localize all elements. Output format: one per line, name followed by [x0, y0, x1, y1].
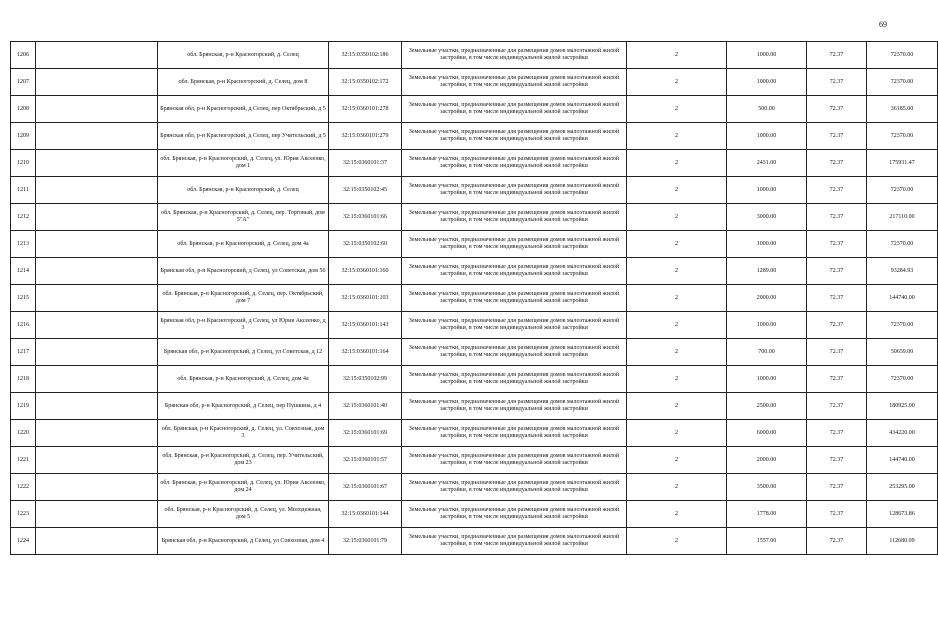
empty-cell — [36, 96, 158, 123]
address-cell: обл. Брянская, р-н Красногорский, д. Селец, дом 4а — [158, 231, 329, 258]
group-number-cell: 2 — [627, 285, 727, 312]
specific-value-cell: 72.37 — [807, 312, 867, 339]
specific-value-cell: 72.37 — [807, 123, 867, 150]
table-row — [11, 393, 938, 420]
area-cell: 1000.00 — [727, 177, 807, 204]
address-cell: Брянская обл, р-н Красногорский, д Селец, ул Юрия Аксеенко, д 3 — [158, 312, 329, 339]
address-cell: Брянская обл, р-н Красногорский, д Селец, пер Октябрьский, д 5 — [158, 96, 329, 123]
specific-value-cell: 72.37 — [807, 447, 867, 474]
land-use-cell: Земельные участки, предназначенные для размещения домов малоэтажной жилой застройки, в том числе индивидуальной жилой застройки — [402, 312, 627, 339]
address-cell: Брянская обл, р-н Красногорский, д Селец, ул Советская, дом 56 — [158, 258, 329, 285]
empty-cell — [36, 528, 158, 555]
specific-value-cell: 72.37 — [807, 258, 867, 285]
land-use-cell: Земельные участки, предназначенные для размещения домов малоэтажной жилой застройки, в том числе индивидуальной жилой застройки — [402, 285, 627, 312]
cadastral-value-cell: 175931.47 — [867, 150, 938, 177]
row-number: 1214 — [11, 258, 36, 285]
land-use-cell: Земельные участки, предназначенные для размещения домов малоэтажной жилой застройки, в том числе индивидуальной жилой застройки — [402, 204, 627, 231]
cadastral-number-cell: 32:15:0350102:99 — [329, 366, 402, 393]
empty-cell — [36, 366, 158, 393]
group-number-cell: 2 — [627, 339, 727, 366]
empty-cell — [36, 312, 158, 339]
area-cell: 2431.00 — [727, 150, 807, 177]
address-cell: Брянская обл, р-н Красногорский, д Селец, ул Советская, д 12 — [158, 339, 329, 366]
row-number: 1209 — [11, 123, 36, 150]
group-number-cell: 2 — [627, 528, 727, 555]
cadastral-value-cell: 72370.00 — [867, 366, 938, 393]
address-cell: Брянская обл, р-н Красногорский, д Селец, пер Пушкина, д 4 — [158, 393, 329, 420]
cadastral-number-cell: 32:15:0360101:69 — [329, 420, 402, 447]
cadastral-value-cell: 217110.00 — [867, 204, 938, 231]
land-use-cell: Земельные участки, предназначенные для размещения домов малоэтажной жилой застройки, в том числе индивидуальной жилой застройки — [402, 69, 627, 96]
empty-cell — [36, 474, 158, 501]
land-use-cell: Земельные участки, предназначенные для размещения домов малоэтажной жилой застройки, в том числе индивидуальной жилой застройки — [402, 177, 627, 204]
specific-value-cell: 72.37 — [807, 150, 867, 177]
address-cell: обл. Брянская, р-н Красногорский, д. Селец, пер. Торговый, дом 5"А" — [158, 204, 329, 231]
area-cell: 6000.00 — [727, 420, 807, 447]
cadastral-value-cell: 72370.00 — [867, 123, 938, 150]
table-row — [11, 420, 938, 447]
land-use-cell: Земельные участки, предназначенные для размещения домов малоэтажной жилой застройки, в том числе индивидуальной жилой застройки — [402, 501, 627, 528]
row-number: 1215 — [11, 285, 36, 312]
address-cell: Брянская обл, р-н Красногорский, д Селец, пер Учительский, д 5 — [158, 123, 329, 150]
cadastral-value-cell: 72370.00 — [867, 177, 938, 204]
empty-cell — [36, 420, 158, 447]
cadastral-value-cell: 112680.09 — [867, 528, 938, 555]
table-row — [11, 285, 938, 312]
address-cell: обл. Брянская, р-н Красногорский, д. Селец, дом 4а — [158, 366, 329, 393]
empty-cell — [36, 69, 158, 96]
area-cell: 2000.00 — [727, 447, 807, 474]
area-cell: 500.00 — [727, 96, 807, 123]
table-row — [11, 474, 938, 501]
cadastral-number-cell: 32:15:0360101:278 — [329, 96, 402, 123]
row-number: 1211 — [11, 177, 36, 204]
address-cell: обл. Брянская, р-н Красногорский, д. Селец, пер. Учительский, дом 23 — [158, 447, 329, 474]
specific-value-cell: 72.37 — [807, 501, 867, 528]
empty-cell — [36, 150, 158, 177]
empty-cell — [36, 258, 158, 285]
area-cell: 3500.00 — [727, 474, 807, 501]
land-use-cell: Земельные участки, предназначенные для размещения домов малоэтажной жилой застройки, в том числе индивидуальной жилой застройки — [402, 474, 627, 501]
specific-value-cell: 72.37 — [807, 177, 867, 204]
cadastral-number-cell: 32:15:0360101:160 — [329, 258, 402, 285]
specific-value-cell: 72.37 — [807, 285, 867, 312]
group-number-cell: 2 — [627, 501, 727, 528]
table-body — [11, 42, 938, 555]
area-cell: 1557.00 — [727, 528, 807, 555]
cadastral-value-cell: 128673.86 — [867, 501, 938, 528]
table-row — [11, 339, 938, 366]
cadastral-number-cell: 32:15:0360101:279 — [329, 123, 402, 150]
cadastral-number-cell: 32:15:0360101:66 — [329, 204, 402, 231]
cadastral-value-cell: 253295.00 — [867, 474, 938, 501]
cadastral-number-cell: 32:15:0360101:143 — [329, 312, 402, 339]
group-number-cell: 2 — [627, 312, 727, 339]
specific-value-cell: 72.37 — [807, 393, 867, 420]
group-number-cell: 2 — [627, 474, 727, 501]
group-number-cell: 2 — [627, 69, 727, 96]
cadastral-value-cell: 180925.00 — [867, 393, 938, 420]
empty-cell — [36, 204, 158, 231]
area-cell: 1289.00 — [727, 258, 807, 285]
cadastral-number-cell: 32:15:0350102:172 — [329, 69, 402, 96]
land-use-cell: Земельные участки, предназначенные для размещения домов малоэтажной жилой застройки, в том числе индивидуальной жилой застройки — [402, 339, 627, 366]
group-number-cell: 2 — [627, 177, 727, 204]
specific-value-cell: 72.37 — [807, 231, 867, 258]
address-cell: Брянская обл, р-н Красногорский, д Селец, ул Совхозная, дом 4 — [158, 528, 329, 555]
empty-cell — [36, 177, 158, 204]
cadastral-number-cell: 32:15:0360101:57 — [329, 447, 402, 474]
land-use-cell: Земельные участки, предназначенные для размещения домов малоэтажной жилой застройки, в том числе индивидуальной жилой застройки — [402, 528, 627, 555]
row-number: 1220 — [11, 420, 36, 447]
table-row — [11, 204, 938, 231]
address-cell: обл. Брянская, р-н Красногорский, д. Селец, ул. Совхозная, дом 3 — [158, 420, 329, 447]
group-number-cell: 2 — [627, 231, 727, 258]
cadastral-number-cell: 32:15:0350102:186 — [329, 42, 402, 69]
cadastral-number-cell: 32:15:0360101:79 — [329, 528, 402, 555]
specific-value-cell: 72.37 — [807, 339, 867, 366]
cadastral-value-cell: 72370.00 — [867, 231, 938, 258]
group-number-cell: 2 — [627, 42, 727, 69]
table-row — [11, 231, 938, 258]
row-number: 1208 — [11, 96, 36, 123]
land-use-cell: Земельные участки, предназначенные для размещения домов малоэтажной жилой застройки, в том числе индивидуальной жилой застройки — [402, 96, 627, 123]
table-row — [11, 258, 938, 285]
address-cell: обл. Брянская, р-н Красногорский, д. Селец, ул. Юрия Аксеенко, дом 1 — [158, 150, 329, 177]
specific-value-cell: 72.37 — [807, 204, 867, 231]
empty-cell — [36, 447, 158, 474]
group-number-cell: 2 — [627, 204, 727, 231]
cadastral-value-cell: 72370.00 — [867, 69, 938, 96]
row-number: 1213 — [11, 231, 36, 258]
land-use-cell: Земельные участки, предназначенные для размещения домов малоэтажной жилой застройки, в том числе индивидуальной жилой застройки — [402, 393, 627, 420]
cadastral-number-cell: 32:15:0360101:40 — [329, 393, 402, 420]
specific-value-cell: 72.37 — [807, 420, 867, 447]
empty-cell — [36, 501, 158, 528]
specific-value-cell: 72.37 — [807, 474, 867, 501]
row-number: 1221 — [11, 447, 36, 474]
cadastral-number-cell: 32:15:0360101:37 — [329, 150, 402, 177]
row-number: 1207 — [11, 69, 36, 96]
table-row — [11, 501, 938, 528]
table-row — [11, 177, 938, 204]
row-number: 1223 — [11, 501, 36, 528]
page-number: 69 — [879, 20, 887, 29]
cadastral-value-cell: 50659.00 — [867, 339, 938, 366]
group-number-cell: 2 — [627, 150, 727, 177]
area-cell: 1778.00 — [727, 501, 807, 528]
cadastral-number-cell: 32:15:0360101:103 — [329, 285, 402, 312]
cadastral-value-cell: 36185.00 — [867, 96, 938, 123]
area-cell: 2000.00 — [727, 285, 807, 312]
table-row — [11, 123, 938, 150]
cadastral-value-cell: 93284.93 — [867, 258, 938, 285]
address-cell: обл. Брянская, р-н Красногорский, д. Селец, дом 8 — [158, 69, 329, 96]
table-row — [11, 150, 938, 177]
empty-cell — [36, 339, 158, 366]
address-cell: обл. Брянская, р-н Красногорский, д. Селец, ул. Молодежная, дом 5 — [158, 501, 329, 528]
group-number-cell: 2 — [627, 258, 727, 285]
cadastral-value-cell: 144740.00 — [867, 447, 938, 474]
row-number: 1206 — [11, 42, 36, 69]
row-number: 1212 — [11, 204, 36, 231]
table-row — [11, 447, 938, 474]
address-cell: обл. Брянская, р-н Красногорский, д. Селец — [158, 177, 329, 204]
cadastral-number-cell: 32:15:0360101:144 — [329, 501, 402, 528]
group-number-cell: 2 — [627, 123, 727, 150]
row-number: 1217 — [11, 339, 36, 366]
land-use-cell: Земельные участки, предназначенные для размещения домов малоэтажной жилой застройки, в том числе индивидуальной жилой застройки — [402, 447, 627, 474]
cadastral-number-cell: 32:15:0350102:45 — [329, 177, 402, 204]
cadastral-number-cell: 32:15:0360101:164 — [329, 339, 402, 366]
specific-value-cell: 72.37 — [807, 42, 867, 69]
table-row — [11, 42, 938, 69]
specific-value-cell: 72.37 — [807, 528, 867, 555]
group-number-cell: 2 — [627, 393, 727, 420]
area-cell: 1000.00 — [727, 42, 807, 69]
land-use-cell: Земельные участки, предназначенные для размещения домов малоэтажной жилой застройки, в том числе индивидуальной жилой застройки — [402, 231, 627, 258]
group-number-cell: 2 — [627, 96, 727, 123]
table-row — [11, 312, 938, 339]
land-use-cell: Земельные участки, предназначенные для размещения домов малоэтажной жилой застройки, в том числе индивидуальной жилой застройки — [402, 42, 627, 69]
empty-cell — [36, 42, 158, 69]
row-number: 1218 — [11, 366, 36, 393]
row-number: 1216 — [11, 312, 36, 339]
cadastral-value-table — [10, 41, 938, 555]
row-number: 1210 — [11, 150, 36, 177]
land-use-cell: Земельные участки, предназначенные для размещения домов малоэтажной жилой застройки, в том числе индивидуальной жилой застройки — [402, 366, 627, 393]
cadastral-value-cell: 72370.00 — [867, 312, 938, 339]
land-use-cell: Земельные участки, предназначенные для размещения домов малоэтажной жилой застройки, в том числе индивидуальной жилой застройки — [402, 123, 627, 150]
cadastral-value-cell: 434220.00 — [867, 420, 938, 447]
table-row — [11, 366, 938, 393]
address-cell: обл. Брянская, р-н Красногорский, д. Селец, пер. Октябрьский, дом 7 — [158, 285, 329, 312]
group-number-cell: 2 — [627, 366, 727, 393]
cadastral-number-cell: 32:15:0360101:67 — [329, 474, 402, 501]
land-use-cell: Земельные участки, предназначенные для размещения домов малоэтажной жилой застройки, в том числе индивидуальной жилой застройки — [402, 150, 627, 177]
address-cell: обл. Брянская, р-н Красногорский, д. Селец, ул. Юрия Аксеенко, дом 24 — [158, 474, 329, 501]
area-cell: 700.00 — [727, 339, 807, 366]
address-cell: обл. Брянская, р-н Красногорский, д. Селец — [158, 42, 329, 69]
area-cell: 1000.00 — [727, 231, 807, 258]
row-number: 1219 — [11, 393, 36, 420]
specific-value-cell: 72.37 — [807, 69, 867, 96]
table-row — [11, 96, 938, 123]
empty-cell — [36, 123, 158, 150]
row-number: 1222 — [11, 474, 36, 501]
area-cell: 3000.00 — [727, 204, 807, 231]
land-use-cell: Земельные участки, предназначенные для размещения домов малоэтажной жилой застройки, в том числе индивидуальной жилой застройки — [402, 258, 627, 285]
land-use-cell: Земельные участки, предназначенные для размещения домов малоэтажной жилой застройки, в том числе индивидуальной жилой застройки — [402, 420, 627, 447]
area-cell: 1000.00 — [727, 69, 807, 96]
cadastral-value-cell: 72370.00 — [867, 42, 938, 69]
empty-cell — [36, 231, 158, 258]
empty-cell — [36, 393, 158, 420]
group-number-cell: 2 — [627, 447, 727, 474]
group-number-cell: 2 — [627, 420, 727, 447]
empty-cell — [36, 285, 158, 312]
specific-value-cell: 72.37 — [807, 96, 867, 123]
row-number: 1224 — [11, 528, 36, 555]
area-cell: 1000.00 — [727, 312, 807, 339]
area-cell: 2500.00 — [727, 393, 807, 420]
cadastral-value-cell: 144740.00 — [867, 285, 938, 312]
area-cell: 1000.00 — [727, 123, 807, 150]
area-cell: 1000.00 — [727, 366, 807, 393]
table-row — [11, 528, 938, 555]
table-row — [11, 69, 938, 96]
cadastral-number-cell: 32:15:0350102:60 — [329, 231, 402, 258]
specific-value-cell: 72.37 — [807, 366, 867, 393]
